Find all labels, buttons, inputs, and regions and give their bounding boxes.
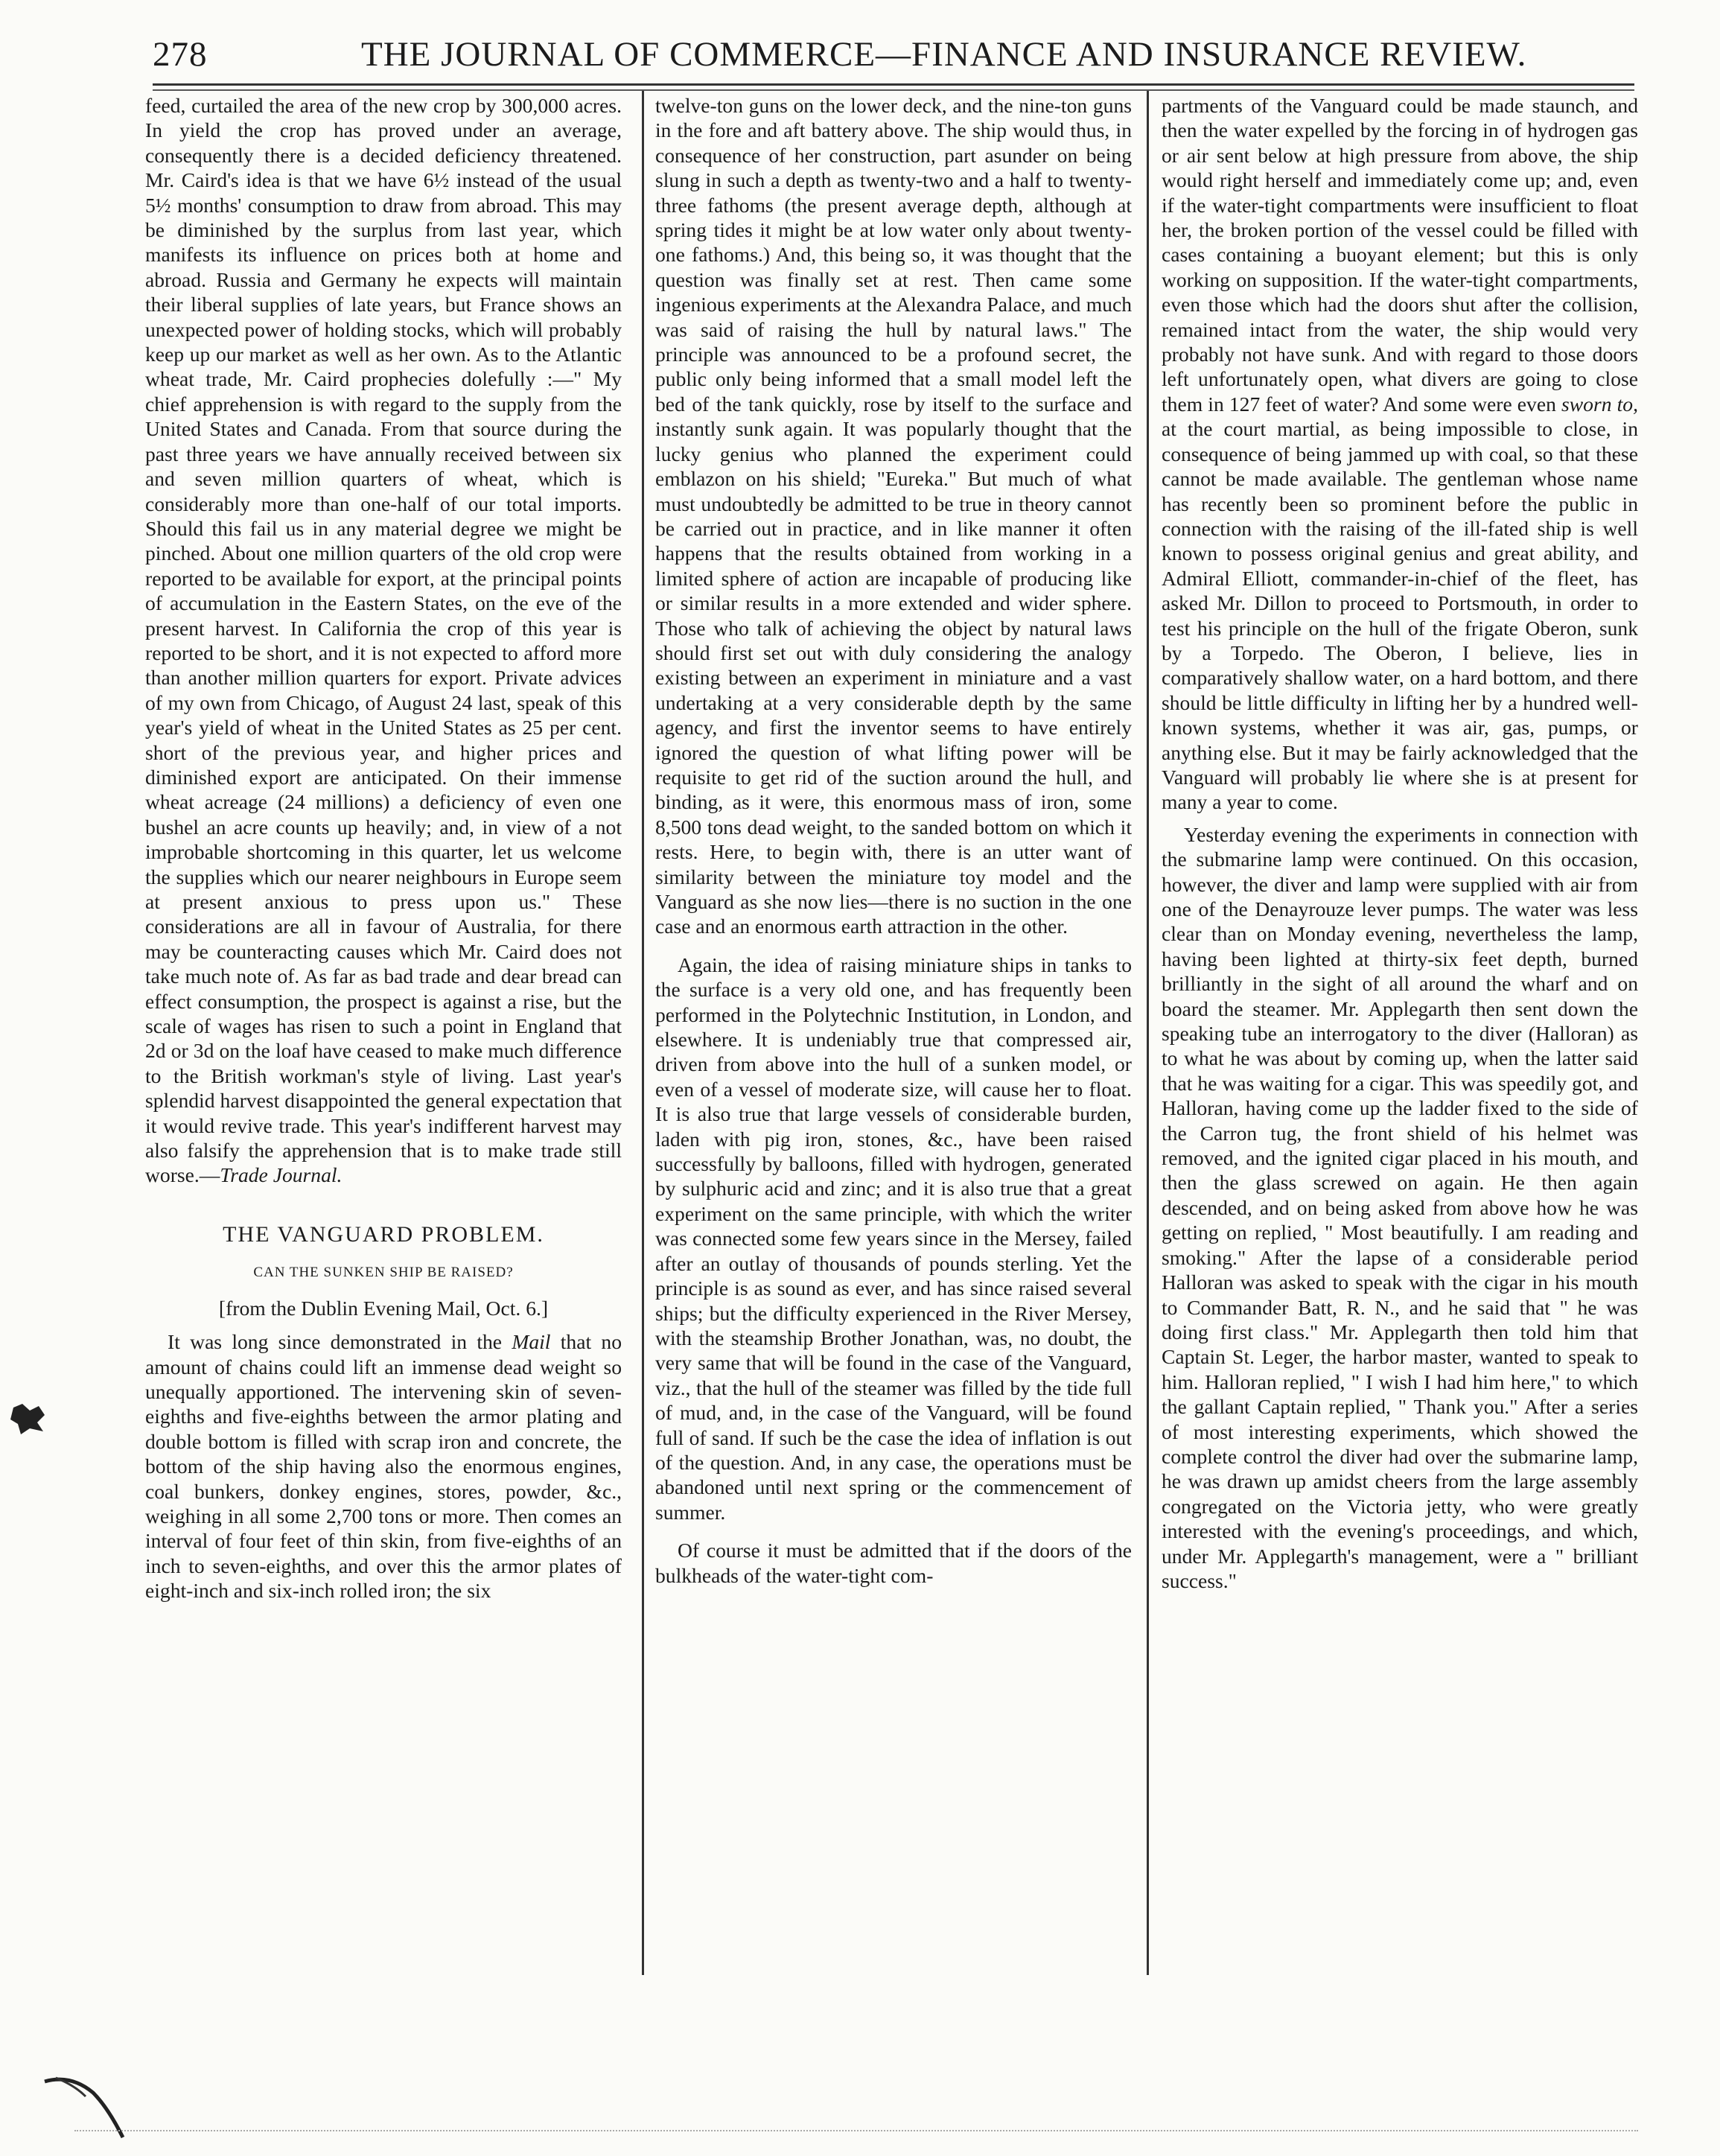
paragraph-compartments: partments of the Vanguard could be made staunch, and then the water expelled by the forcing in of hydrogen gas or air sent below at high pressure from above, the ship would right herself and immediately come up; and, even if the water-tight compartments were insufficient to float her, the broken portion of the vessel could be filled with cases containing a buoyant element; but this is only working on supposition. If the water-tight compartments, even those which had the doors shut after the collision, remained intact from the water, the ship would very probably not have sunk. And with regard to those doors left unfortunately open, what divers are going to close them in 127 feet of water? And some were even sworn to, at the court martial, as being impossible to close, in consequence of being jammed up with coal, so that these cannot be made available. The gentleman whose name has recently been so prominent before the public in connection with the raising of the ill-fated ship is well known to possess original genius and great ability, and Admiral Elliott, commander-in-chief of the fleet, has asked Mr. Dillon to proceed to Portsmouth, in order to test his principle on the hull of the frigate Oberon, sunk by a Torpedo. The Oberon, I believe, lies in comparatively shallow water, on a hard bottom, and there should be little difficulty in lifting her by a hundred well-known systems, whether it was air, gas, pumps, or anything else. But it may be fairly acknowledged that the Vanguard will probably lie where she is at present for many a year to come.: [1162, 94, 1638, 814]
journal-title: THE JOURNAL OF COMMERCE—FINANCE AND INSURANCE REVIEW.: [361, 35, 1527, 74]
column-divider-right: [1147, 91, 1149, 1975]
article-subtitle: CAN THE SUNKEN SHIP BE RAISED?: [253, 1265, 514, 1281]
column-2: [655, 93, 1132, 1977]
paragraph-vanguard-intro: It was long since demonstrated in the Mail that no amount of chains could lift an immense dead weight so unequally apportioned. The intervening skin of seven-eighths and five-eighths between the armor plating and double bottom is filled with scrap iron and concrete, the bottom of the ship having also the enormous engines, coal bunkers, donkey engines, stores, powder, &c., weighing in all some 2,700 tons or more. Then comes an interval of four feet of thin skin, from five-eighths of an inch to seven-eighths, and over this the armor plates of eight-inch and six-inch rolled iron; the six: [145, 1330, 622, 1603]
column-3: [1162, 93, 1638, 1977]
header-rule-thin: [153, 89, 1634, 91]
source-trade-journal: Trade Journal.: [220, 1163, 343, 1187]
bottom-edge-noise: [74, 2130, 1638, 2133]
mail-italic: Mail: [512, 1330, 551, 1354]
column-1: [145, 93, 622, 1977]
page-number: 278: [153, 35, 208, 74]
paragraph-bulkheads: Of course it must be admitted that if the doors of the bulkheads of the water-tight com-: [655, 1539, 1132, 1587]
header-rule-thick: [153, 83, 1634, 86]
column-divider-left: [642, 91, 644, 1975]
page-header: [153, 28, 1631, 80]
article-title: THE VANGUARD PROBLEM.: [223, 1221, 544, 1247]
paragraph-wheat-crop: feed, curtailed the area of the new crop by 300,000 acres. In yield the crop has proved under an average, consequently there is a decided deficiency threatened. Mr. Caird's idea is that we have 6½ instead of the usual 5½ months' consumption to draw from abroad. This may be diminished by the surplus from last year, which manifests its influence on prices both at home and abroad. Russia and Germany he expects will maintain their liberal supplies of late years, but France shows an unexpected power of holding stocks, which will probably keep up our market as well as her own. As to the Atlantic wheat trade, Mr. Caird prophecies dolefully :—" My chief apprehension is with regard to the supply from the United States and Canada. From that source during the past three years we have annually received between six and seven million quarters of wheat, which is considerably more than one-half of our total imports. Should this fail us in any material degree we might be pinched. About one million quarters of the old crop were reported to be available for export, at the principal points of accumulation in the Eastern States, on the eve of the present harvest. In California the crop of this year is reported to be short, and it is not expected to afford more than another million quarters for export. Private advices of my own from Chicago, of August 24 last, speak of this year's yield of wheat in the United States as 25 per cent. short of the previous year, and higher prices and diminished export are anticipated. On their immense wheat acreage (24 millions) a deficiency of even one bushel an acre counts up heavily; and, in view of a not improbable shortcoming in this quarter, let us welcome the supplies which our nearer neighbours in Europe seem at present anxious to press upon us." These considerations are all in favour of Australia, for there may be counteracting causes which Mr. Caird does not take much note of. As far as bad trade and dear bread can effect consumption, the prospect is against a rise, but the scale of wages has risen to such a point in England that 2d or 3d on the loaf have ceased to make much difference to the British workman's style of living. Last year's splendid harvest disappointed the general expectation that it would revive trade. This year's indifferent harvest may also falsify the apprehension that is to make trade still worse.—Trade Journal.: [145, 94, 622, 1187]
paragraph-submarine-lamp: Yesterday evening the experiments in connection with the submarine lamp were continued. On this occasion, however, the diver and lamp were supplied with air from one of the Denayrouze lever pumps. The water was less clear than on Monday evening, nevertheless the lamp, having been lighted at thirty-six feet depth, burned brilliantly in the sight of all around the wharf and on board the steamer. Mr. Applegarth then sent down the speaking tube an interrogatory to the diver (Halloran) as to what he was about by coming up, when the latter said that he was waiting for a cigar. This was speedily got, and Halloran, having come up the ladder fixed to the side of the Carron tug, the front shield of his helmet was removed, and the ignited cigar placed in his mouth, and then the glass screwed on again. He then again descended, and on being asked from above how he was getting on replied, " Most beautifully. I am reading and smoking." After the lapse of a considerable period Halloran was asked to speak with the cigar in his mouth to Commander Batt, R. N., and he said that " he was doing first class." Mr. Applegarth then told him that Captain St. Leger, the harbor master, wanted to speak to him. Halloran replied, " I wish I had him here," to which the gallant Captain replied, " Thank you." After a series of most interesting experiments, which showed the complete control the diver had over the submarine lamp, he was drawn up amidst cheers from the large assembly congregated on the Victoria jetty, who were greatly interested with the evening's proceedings, and which, under Mr. Applegarth's management, were a " brilliant success.": [1162, 822, 1638, 1592]
ink-blot-icon: [7, 1400, 52, 1437]
article-source: [from the Dublin Evening Mail, Oct. 6.]: [218, 1296, 549, 1320]
paragraph-miniature-ships: Again, the idea of raising miniature ships in tanks to the surface is a very old one, and has frequently been performed in the Polytechnic Institution, in London, and elsewhere. It is undeniably true that compressed air, driven from above into the hull of a sunken model, or even of a vessel of moderate size, will cause her to float. It is also true that large vessels of considerable burden, laden with pig iron, stones, &c., have been raised successfully by balloons, filled with hydrogen, generated by sulphuric acid and zinc; and it is also true that a great experiment on the same principle, with which the writer was connected some few years since in the Mersey, failed after an outlay of thousands of pounds sterling. Yet the principle is as sound as ever, and has since raised several ships; but the difficulty experienced in the River Mersey, with the steamship Brother Jonathan, was, no doubt, the very same that will be found in the case of the Vanguard, viz., that the hull of the steamer was filled by the tide full of mud, and, in the case of the Vanguard, will be found full of sand. If such be the case the idea of inflation is out of the question. And, in any case, the operations must be abandoned until next spring or the commencement of summer.: [655, 953, 1132, 1524]
paragraph-guns-natural-laws: twelve-ton guns on the lower deck, and the nine-ton guns in the fore and aft battery above. The ship would thus, in consequence of her construction, part asunder on being slung in such a depth as twenty-two and a half to twenty-three fathoms (the present average depth, although at spring tides it might be at low water only about twenty-one fathoms.) And, this being so, it was thought that the question was finally set at rest. Then came some ingenious experiments at the Alexandra Palace, and much was said of raising the hull by natural laws." The principle was announced to be a profound secret, the public only being informed that a small model left the bed of the tank quickly, rose by itself to the surface and instantly sunk again. It was popularly thought that the lucky genius who planned the experiment could emblazon on his shield; "Eureka." But much of what must undoubtedly be admitted to be true in theory cannot be carried out in practice, and in like manner it often happens that the results obtained from working in a limited sphere of action are incapable of producing like or similar results in a more extended and wider sphere. Those who talk of achieving the object by natural laws should first set out with duly considering the analogy existing between an experiment in miniature and a vast undertaking at a very considerable depth by the same agency, and first the inventor seems to have entirely ignored the question of what lifting power will be requisite to get rid of the suction around the hull, and binding, as it were, this enormous mass of iron, some 8,500 tons dead weight, to the sanded bottom on which it rests. Here, to begin with, there is an utter want of similarity between the miniature toy model and the Vanguard as she now lies—there is no suction in the one case and an enormous earth attraction in the other.: [655, 94, 1132, 938]
sworn-italic: sworn to,: [1561, 392, 1638, 416]
